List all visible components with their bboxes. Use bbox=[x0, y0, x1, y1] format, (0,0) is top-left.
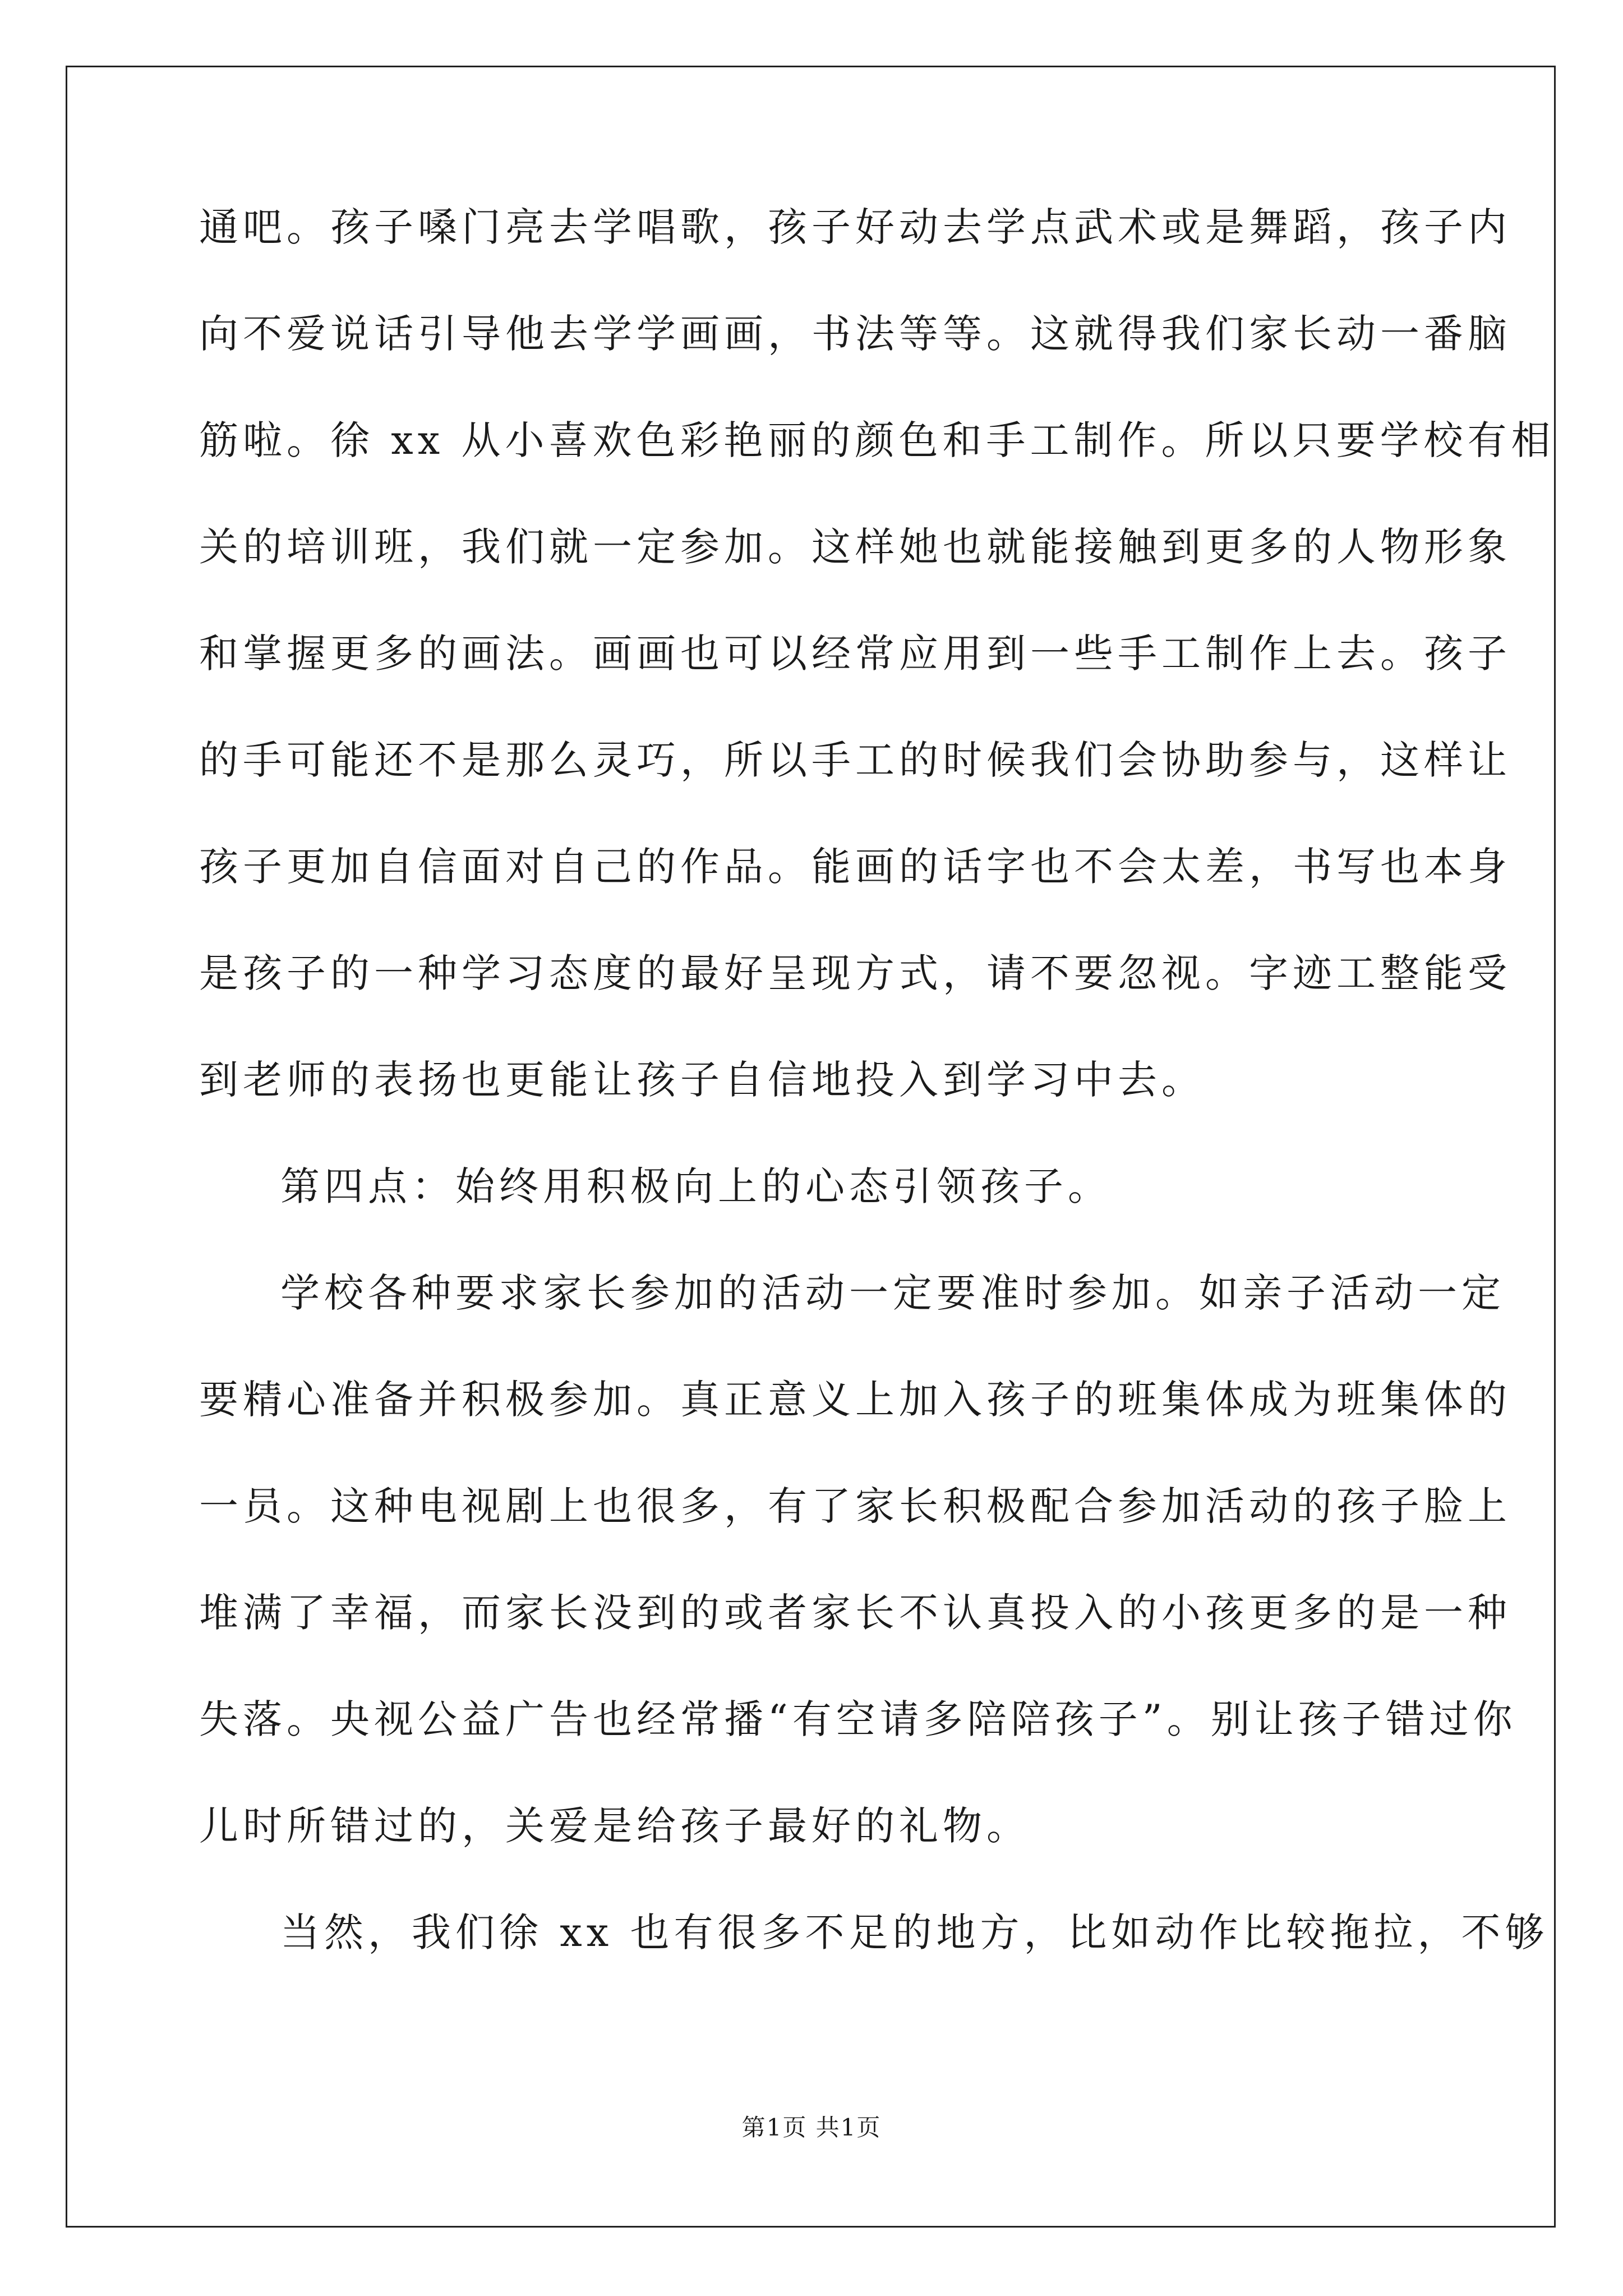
text-line: 通吧。孩子嗓门亮去学唱歌，孩子好动去学点武术或是舞蹈，孩子内 bbox=[199, 204, 1511, 250]
text-line: 向不爱说话引导他去学学画画，书法等等。这就得我们家长动一番脑 bbox=[199, 311, 1511, 357]
text-line: 是孩子的一种学习态度的最好呈现方式，请不要忽视。字迹工整能受 bbox=[199, 950, 1511, 996]
text-line: 堆满了幸福，而家长没到的或者家长不认真投入的小孩更多的是一种 bbox=[199, 1590, 1511, 1636]
text-line: 孩子更加自信面对自己的作品。能画的话字也不会太差，书写也本身 bbox=[199, 844, 1511, 890]
text-line: 失落。央视公益广告也经常播“有空请多陪陪孩子”。别让孩子错过你 bbox=[199, 1696, 1517, 1742]
text-line: 要精心准备并积极参加。真正意义上加入孩子的班集体成为班集体的 bbox=[199, 1377, 1511, 1423]
text-line: 筋啦。徐 xx 从小喜欢色彩艳丽的颜色和手工制作。所以只要学校有相 bbox=[199, 417, 1555, 463]
page-border bbox=[66, 66, 1556, 2228]
text-line: 关的培训班，我们就一定参加。这样她也就能接触到更多的人物形象 bbox=[199, 524, 1511, 570]
section-heading: 第四点：始终用积极向上的心态引领孩子。 bbox=[280, 1163, 1112, 1209]
text-line: 学校各种要求家长参加的活动一定要准时参加。如亲子活动一定 bbox=[280, 1270, 1505, 1316]
text-line: 当然，我们徐 xx 也有很多不足的地方，比如动作比较拖拉，不够 bbox=[280, 1910, 1549, 1955]
text-line: 到老师的表扬也更能让孩子自信地投入到学习中去。 bbox=[199, 1057, 1205, 1103]
text-line: 和掌握更多的画法。画画也可以经常应用到一些手工制作上去。孩子 bbox=[199, 631, 1511, 677]
text-line: 儿时所错过的，关爱是给孩子最好的礼物。 bbox=[199, 1803, 1030, 1849]
text-line: 的手可能还不是那么灵巧，所以手工的时候我们会协助参与，这样让 bbox=[199, 737, 1511, 783]
page-number-footer: 第1页 共1页 bbox=[741, 2114, 882, 2141]
text-line: 一员。这种电视剧上也很多，有了家长积极配合参加活动的孩子脸上 bbox=[199, 1483, 1511, 1529]
